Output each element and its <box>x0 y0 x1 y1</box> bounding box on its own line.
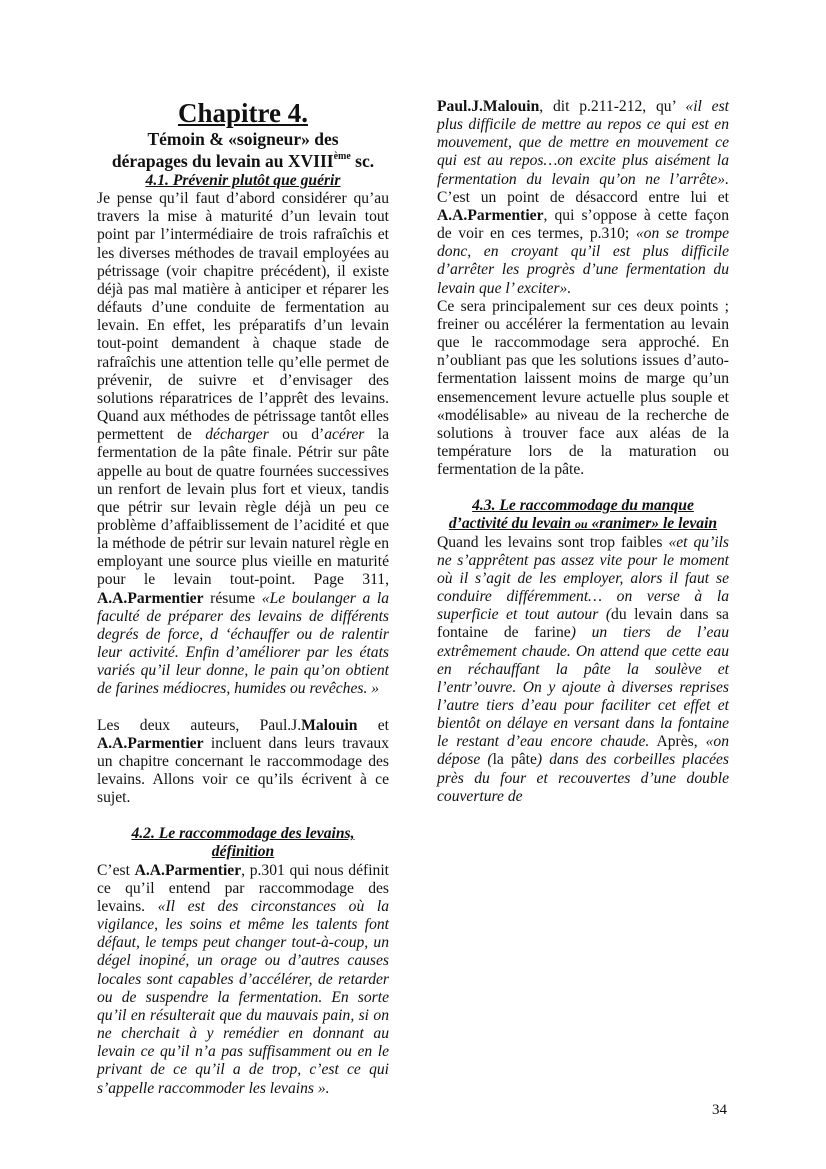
author-name: Parmentier <box>164 861 242 879</box>
left-column <box>97 98 389 1098</box>
author-name: Parmentier <box>467 206 544 224</box>
author-name: Parmentier <box>127 734 204 752</box>
heading-line: 4.3. Le raccommodage du manque <box>472 497 694 515</box>
section-4-1-paragraph-2 <box>97 717 389 808</box>
emphasis-acerer: acérer <box>324 426 365 444</box>
para-text: Quand les levains sont trop faibles <box>437 533 669 551</box>
para-text: , qui s’oppose à cette façon de voir en ces termes, p.310; <box>437 206 729 243</box>
chapter-subtitle-end: sc. <box>350 151 375 171</box>
parmentier-quote: «Le boulanger a la faculté de préparer des levains de différents degrés de force, d ‘échauffer ou de ralentir leur activité. Enfin d’améliorer par les états variés qu’il leur donne, le pain qu’on obtient de farines médiocres, humides ou revêches. » <box>97 589 389 698</box>
para-text: Les deux auteurs, <box>97 716 260 734</box>
heading-line: d’activité du levain <box>448 515 575 533</box>
chapter-subtitle-line2: dérapages du levain au XVIII <box>111 151 334 171</box>
heading-line: 4.2. Le raccommodage des levains, <box>131 825 355 843</box>
para-text: , p.301 qui nous définit ce qu’il entend par raccommodage des levains. <box>97 861 389 915</box>
quote-part: «on dépose ( <box>437 733 729 769</box>
para-text: C’est un point de désaccord entre lui et <box>437 188 729 206</box>
quote-part: ) un tiers de l’eau extrêmement chaude. On attend que cette eau en réchauffant la pâte la soulève et l’entr’ouvre. On y ajoute à diverses reprises l’autre tiers d’eau pour faciliter cet effet et bientôt on délaye en versant dans la fontaine le restant d’eau encore chaude. <box>437 624 729 751</box>
para-text: la fermentation de la pâte finale. Pétrir sur pâte appelle au bout de quatre fournées successives un renfort de levain plus fort et vieux, tandis que pétrir sur levain règle déjà un peu ce problème d’affaiblissement de l’acidité et que la méthode de pétrir sur levain naturel règle en employant une source plus vieille en maturité pour le levain tout-point. Page 311, <box>97 426 390 589</box>
quote-part: ) dans des corbeilles placées près du four et recouvertes d’une double couverture de <box>437 751 729 805</box>
para-text: Après, <box>649 733 706 751</box>
emphasis-decharger: décharger <box>205 426 269 444</box>
para-text: C’est <box>97 861 135 879</box>
author-name: Malouin <box>301 716 358 734</box>
section-heading-4-1: 4.1. Prévenir plutôt que guérir <box>145 172 341 189</box>
chapter-subtitle <box>97 128 389 172</box>
author-initials: A.A. <box>97 734 128 752</box>
section-4-2-final-paragraph: Ce sera principalement sur ces deux points ; freiner ou accélérer la fermentation au levain que le raccommodage sera approché. En n’oubliant pas que les solutions issues d’auto-fermentation laissent moins de marge qu’un ensemencement levure actuelle plus souple et «modélisable» au niveau de la recherche de solutions à trouver face aux aléas de la température lors de la maturation ou fermentation de la pâte. <box>437 297 729 479</box>
para-text: et <box>357 716 390 734</box>
para-text: Je pense qu’il faut d’abord considérer qu’au travers la mise à maturité d’un levain tout point par l’intermédiaire de trois rafraîchis et les diverses méthodes de travail employées au pétrissage (voir chapitre précédent), il existe déjà pas mal matière à anticiper et réparer les défauts d’une conduite de fermentation au levain. En effet, les préparatifs d’un levain tout-point demandent à chaque stade de rafraîchis une attention telle qu’elle permet de prévenir, de suivre et d’envisager des solutions réparatrices de l’apprêt des levains. Quand aux méthodes de pétrissage tantôt elles permettent de <box>97 190 389 444</box>
quote-part: «et qu’ils ne s’apprêtent pas assez vite pour le moment où il s’agit de les employer, alors il faut se conduire différemment… on verse à la superficie et tout autour ( <box>437 533 729 624</box>
author-initials: A.A. <box>134 861 165 879</box>
author-initials: A.A. <box>97 589 128 607</box>
page-number: 34 <box>712 1102 727 1118</box>
heading-ou: ou <box>574 517 588 532</box>
author-initials: A.A. <box>437 206 468 224</box>
section-4-3-paragraph <box>437 534 729 806</box>
para-text: résume <box>203 589 262 607</box>
right-column <box>437 98 729 806</box>
para-text: du levain dans sa fontaine de farine <box>437 606 729 642</box>
para-text: , dit p.211-212, qu’ <box>539 98 686 115</box>
heading-line: «ranimer» le levain <box>587 515 718 533</box>
malouin-quote: «il est plus difficile de mettre au repos ce qui est en mouvement, que de mettre en mouvement ce qui est au repos…on excite plus aisément la fermentation du levain qu’on ne l’arrête». <box>437 98 730 188</box>
section-4-2-paragraph <box>97 862 389 1098</box>
chapter-title: Chapitre 4. <box>177 98 308 128</box>
para-text: incluent dans leurs travaux un chapitre concernant le raccommodage des levains. Allons voir ce qu’ils écrivent à ce sujet. <box>97 734 389 807</box>
chapter-subtitle-sup: ème <box>333 151 351 162</box>
author-initials: Paul.J. <box>259 716 302 734</box>
parmentier-quote: «on se trompe donc, en croyant qu’il est plus difficile d’arrêter les progrès d’une fermentation du levain que l’ exciter». <box>437 225 729 297</box>
section-heading-4-3 <box>437 497 729 533</box>
heading-line: définition <box>211 843 275 861</box>
para-text: ou d’ <box>268 426 325 444</box>
chapter-subtitle-line1: Témoin & «soigneur» des <box>147 129 339 149</box>
section-4-2-continued <box>437 98 729 298</box>
para-text: la pâte <box>492 751 537 769</box>
author-initials: Paul.J. <box>437 98 483 115</box>
section-heading-4-2 <box>97 825 389 861</box>
author-name: Malouin <box>482 98 540 115</box>
section-4-1-paragraph <box>97 190 389 698</box>
author-name: Parmentier <box>127 589 204 607</box>
parmentier-definition-quote: «Il est des circonstances où la vigilance, les soins et même les talents font défaut, le temps peut changer tout-à-coup, un dégel inopiné, un orage ou d’autres causes locales sont capables d’accélérer, de retarder ou de suspendre la fermentation. En sorte qu’il en résulterait que du mauvais pain, si on ne cherchait à y remédier en donnant au levain ce qu’il n’a pas suffisamment ou en le privant de ce qu’il a de trop, c’est ce qui s’appelle raccommoder les levains ». <box>97 897 389 1097</box>
